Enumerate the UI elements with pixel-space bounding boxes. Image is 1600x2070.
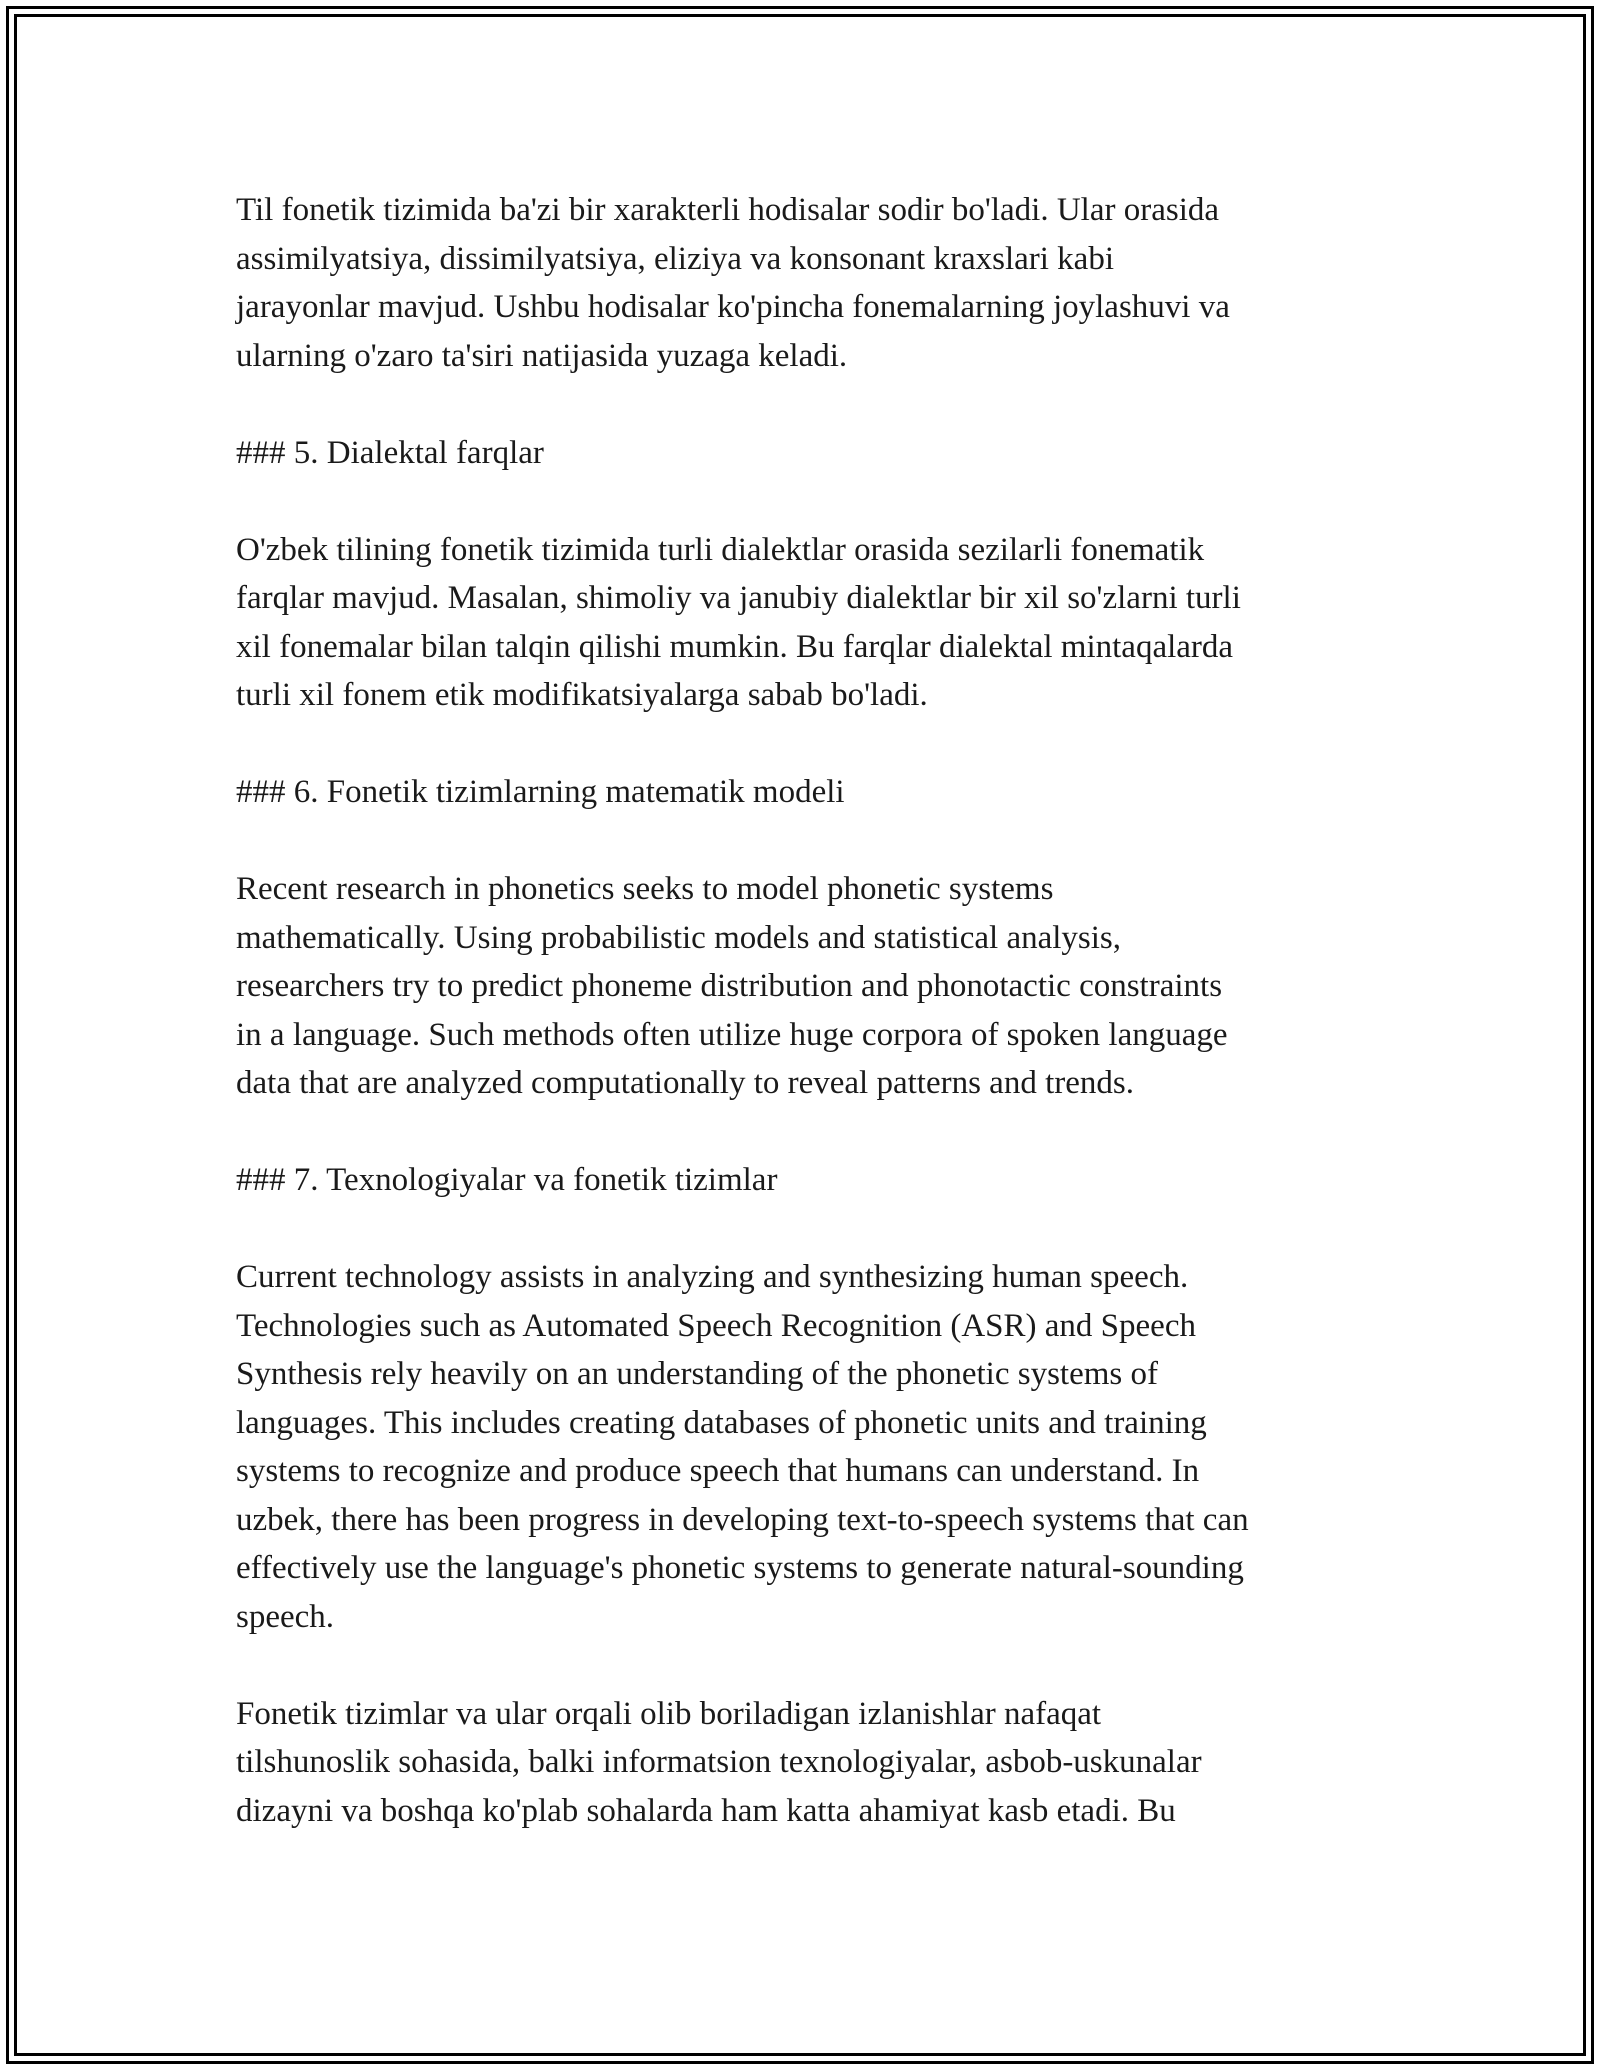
text-line: in a language. Such methods often utilize huge corpora of spoken language <box>236 1016 1228 1053</box>
section-heading-6: ### 6. Fonetik tizimlarning matematik modeli <box>236 774 845 810</box>
text-line: Synthesis rely heavily on an understanding of the phonetic systems of <box>236 1356 1159 1392</box>
document-body <box>236 186 1386 1884</box>
text-line: systems to recognize and produce speech that humans can understand. In <box>236 1453 1200 1489</box>
text-line: languages. This includes creating databases of phonetic units and training <box>236 1404 1207 1441</box>
paragraph-conclusion <box>236 1690 1386 1836</box>
text-line: xil fonemalar bilan talqin qilishi mumkin. Bu farqlar dialektal mintaqalarda <box>236 628 1234 665</box>
text-line: researchers try to predict phoneme distribution and phonotactic constraints <box>236 968 1223 1004</box>
text-line: Til fonetik tizimida ba'zi bir xarakterli hodisalar sodir bo'ladi. Ular orasida <box>236 192 1220 228</box>
paragraph-phonetic-phenomena <box>236 186 1386 380</box>
text-line: data that are analyzed computationally to reveal patterns and trends. <box>236 1065 1134 1101</box>
text-line: uzbek, there has been progress in developing text-to-speech systems that can <box>236 1501 1249 1538</box>
section-heading-5: ### 5. Dialektal farqlar <box>236 434 544 471</box>
text-line: speech. <box>236 1598 335 1635</box>
text-line: Fonetik tizimlar va ular orqali olib boriladigan izlanishlar nafaqat <box>236 1695 1102 1732</box>
text-line: mathematically. Using probabilistic models and statistical analysis, <box>236 919 1122 956</box>
section-heading-7: ### 7. Texnologiyalar va fonetik tizimlar <box>236 1162 778 1198</box>
text-line: assimilyatsiya, dissimilyatsiya, eliziya va konsonant kraxslari kabi <box>236 240 1114 277</box>
text-line: O'zbek tilining fonetik tizimida turli dialektlar orasida sezilarli fonematik <box>236 531 1205 568</box>
text-line: ularning o'zaro ta'siri natijasida yuzaga keladi. <box>236 337 848 374</box>
paragraph-mathematical-model <box>236 865 1386 1108</box>
text-line: tilshunoslik sohasida, balki informatsion texnologiyalar, asbob-uskunalar <box>236 1744 1202 1780</box>
paragraph-technology <box>236 1253 1386 1641</box>
text-line: jarayonlar mavjud. Ushbu hodisalar ko'pincha fonemalarning joylashuvi va <box>236 289 1230 325</box>
text-line: Current technology assists in analyzing and synthesizing human speech. <box>236 1259 1189 1295</box>
paragraph-dialectal-differences <box>236 526 1386 720</box>
text-line: turli xil fonem etik modifikatsiyalarga sabab bo'ladi. <box>236 677 928 713</box>
text-line: Recent research in phonetics seeks to model phonetic systems <box>236 871 1054 907</box>
text-line: farqlar mavjud. Masalan, shimoliy va janubiy dialektlar bir xil so'zlarni turli <box>236 580 1241 616</box>
text-line: effectively use the language's phonetic systems to generate natural-sounding <box>236 1550 1244 1586</box>
text-line: Technologies such as Automated Speech Recognition (ASR) and Speech <box>236 1307 1196 1344</box>
text-line: dizayni va boshqa ko'plab sohalarda ham katta ahamiyat kasb etadi. Bu <box>236 1792 1176 1829</box>
